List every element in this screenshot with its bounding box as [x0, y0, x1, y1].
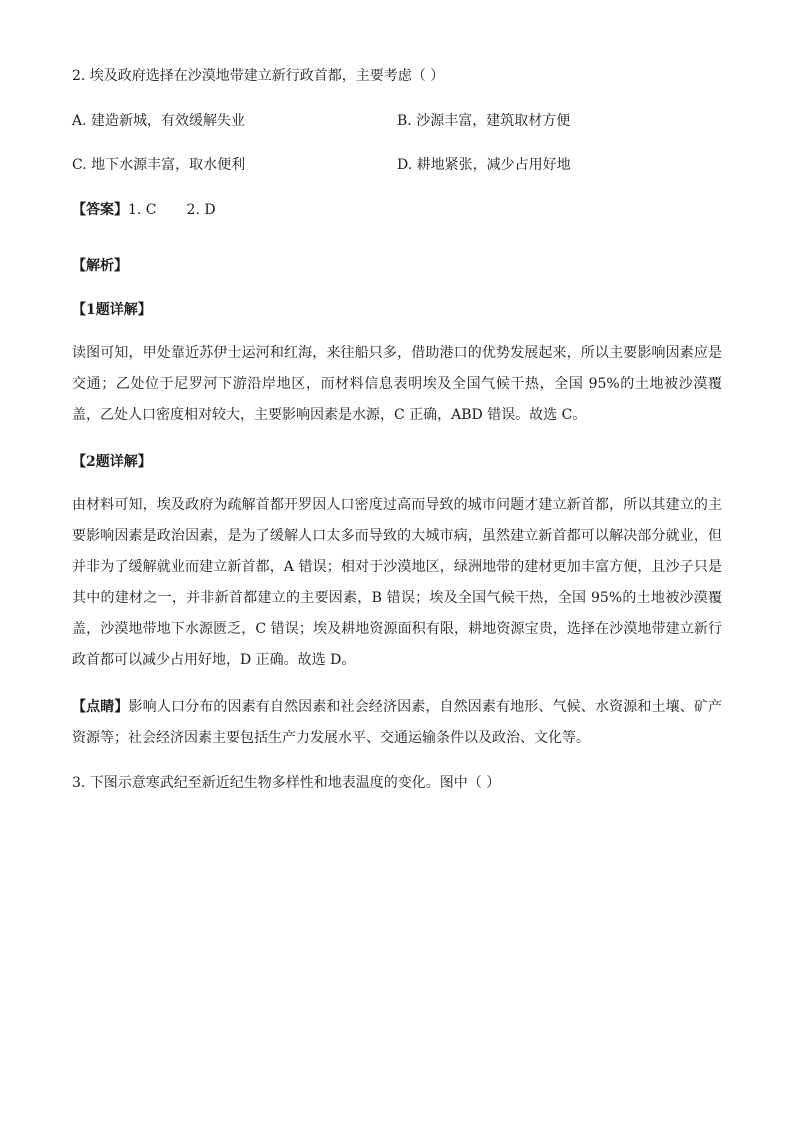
answer-line	[72, 200, 216, 220]
comment-paragraph	[72, 692, 722, 754]
answer-2: 2. D	[186, 202, 216, 218]
option-d: D. 耕地紧张，减少占用好地	[397, 157, 571, 173]
question-2-stem: 2. 埃及政府选择在沙漠地带建立新行政首都，主要考虑（ ）	[72, 68, 445, 84]
comment-label: 【点睛】	[72, 699, 129, 715]
option-c: C. 地下水源丰富，取水便利	[72, 157, 246, 173]
analysis-label: 【解析】	[72, 258, 128, 274]
question-3-stem: 3. 下图示意寒武纪至新近纪生物多样性和地表温度的变化。图中（ ）	[72, 775, 501, 791]
comment-text: 影响人口分布的因素有自然因素和社会经济因素，自然因素有地形、气候、水资源和土壤、矿产资源等；社会经济因素主要包括生产力发展水平、交通运输条件以及政治、文化等。	[72, 699, 723, 746]
option-a: A. 建造新城，有效缓解失业	[72, 113, 246, 129]
detail-1-label: 【1题详解】	[72, 302, 152, 318]
option-b: B. 沙源丰富，建筑取材方便	[397, 113, 571, 129]
answer-label: 【答案】	[72, 202, 128, 218]
detail-2-text: 由材料可知，埃及政府为疏解首都开罗因人口密度过高而导致的城市问题才建立新首都，所以其建立的主要影响因素是政治因素，是为了缓解人口太多而导致的大城市病，虽然建立新首都可以解决部分就业，但并非为了缓解就业而建立新首都，A 错误；相对于沙漠地区，绿洲地带的建材更加丰富方便，且沙子只是其中的建材之一，并非新首都建立的主要因素，B 错误；埃及全国气候干热，全国 95%的土地被沙漠覆盖，沙漠地带地下水源匮乏，C 错误；埃及耕地资源面积有限，耕地资源宝贵，选择在沙漠地带建立新行政首都可以减少占用好地，D 正确。故选 D。	[72, 497, 722, 668]
answer-1: 1. C	[128, 202, 157, 218]
detail-2-label: 【2题详解】	[72, 454, 152, 470]
detail-1-text: 读图可知，甲处靠近苏伊士运河和红海，来往船只多，借助港口的优势发展起来，所以主要影响因素应是交通；乙处位于尼罗河下游沿岸地区，而材料信息表明埃及全国气候干热，全国 95%的土地被沙漠覆盖，乙处人口密度相对较大，主要影响因素是水源，C 正确，ABD 错误。故选 C。	[72, 345, 722, 423]
